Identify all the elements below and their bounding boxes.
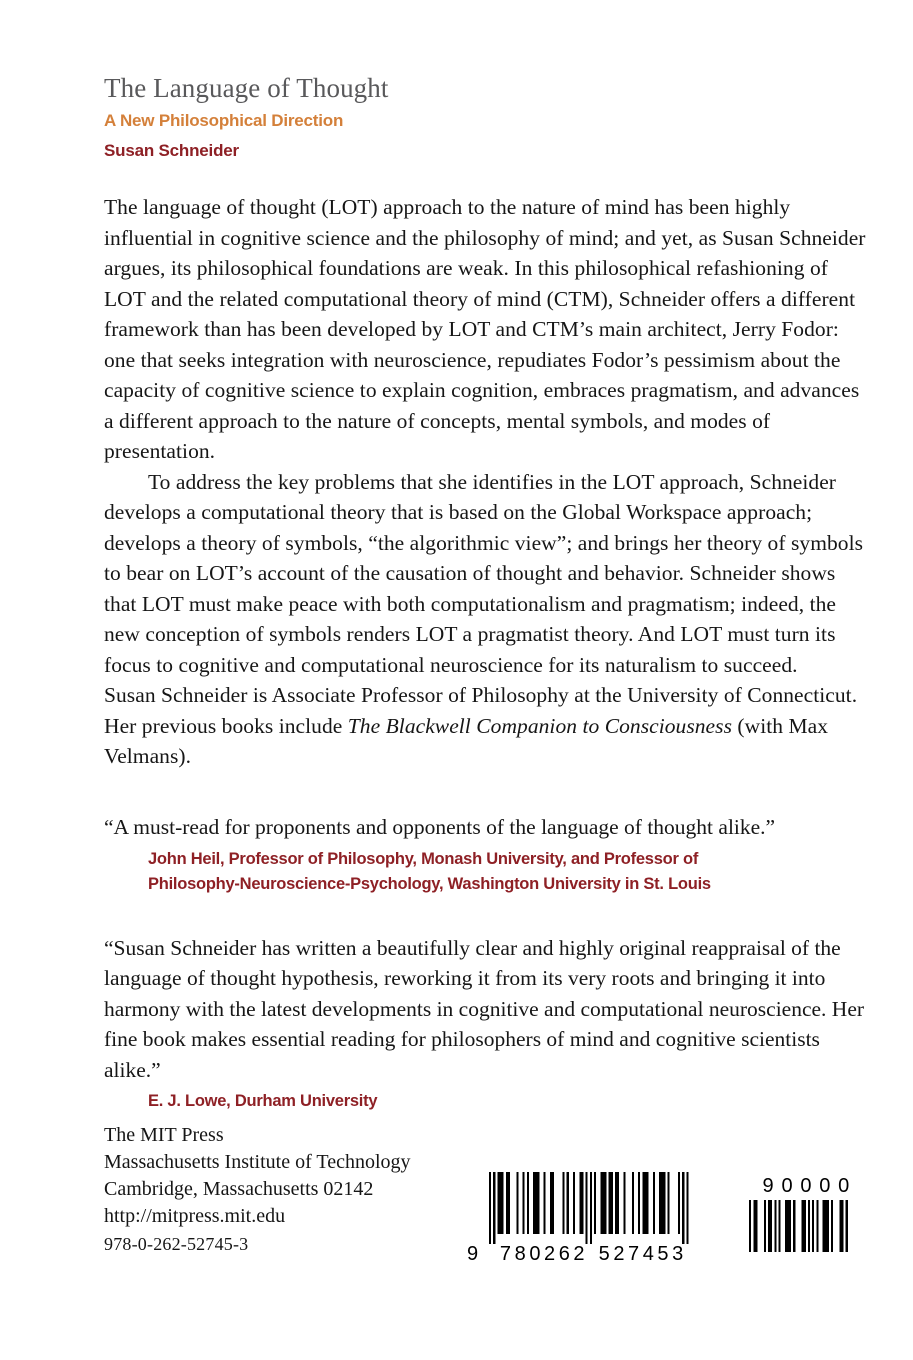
- publisher-url[interactable]: http://mitpress.mit.edu: [104, 1205, 286, 1227]
- barcode-zone: [463, 1160, 873, 1272]
- isbn-text: 978-0-262-52745-3: [104, 1234, 249, 1254]
- svg-text:0: 0: [529, 1243, 541, 1265]
- svg-text:2: 2: [613, 1243, 625, 1265]
- endorsement-1-attribution-line-2: Philosophy-Neuroscience-Psychology, Washington University in St. Louis: [148, 874, 711, 893]
- publisher-city: Cambridge, Massachusetts 02142: [104, 1178, 374, 1200]
- endorsement-1-attribution-line-1: John Heil, Professor of Philosophy, Monash University, and Professor of: [148, 849, 699, 868]
- svg-text:8: 8: [514, 1243, 526, 1265]
- cover-header: [104, 72, 864, 163]
- endorsement-2-attribution-line-1: E. J. Lowe, Durham University: [148, 1092, 378, 1110]
- svg-text:7: 7: [499, 1243, 512, 1265]
- endorsement-1-quote: “A must-read for proponents and opponents of the language of thought alike.”: [104, 815, 776, 839]
- svg-text:4: 4: [642, 1243, 654, 1265]
- svg-text:9: 9: [467, 1243, 479, 1265]
- publisher-institution: Massachusetts Institute of Technology: [104, 1151, 411, 1173]
- svg-text:7: 7: [628, 1243, 640, 1265]
- svg-text:2: 2: [573, 1243, 585, 1265]
- ean5-addon-barcode: [741, 1160, 853, 1272]
- author-bio-text-after: (with Max Velmans).: [104, 713, 829, 768]
- book-author: Susan Schneider: [104, 141, 239, 160]
- svg-text:0: 0: [838, 1175, 853, 1197]
- svg-text:5: 5: [657, 1243, 669, 1265]
- author-bio-text-before: Susan Schneider is Associate Professor of Philosophy at the University of Connecticut. Her previous books include: [104, 683, 858, 738]
- svg-text:5: 5: [598, 1243, 610, 1265]
- publisher-name: The MIT Press: [104, 1124, 224, 1146]
- svg-text:3: 3: [672, 1243, 684, 1265]
- svg-text:6: 6: [558, 1243, 570, 1265]
- svg-text:9: 9: [762, 1175, 778, 1197]
- svg-text:0: 0: [819, 1175, 835, 1197]
- description-paragraph-1: The language of thought (LOT) approach to the nature of mind has been highly influential in cognitive science and the philosophy of mind; and yet, as Susan Schneider argues, its philosophical foundations are weak. In this philosophical refashioning of LOT and the related computational theory of mind (CTM), Schneider offers a different framework than has been developed by LOT and CTM’s main architect, Jerry Fodor: one that seeks integration with neuroscience, repudiates Fodor’s pessimism about the capacity of cognitive science to explain cognition, embraces pragmatism, and advances a different approach to the nature of concepts, mental symbols, and modes of presentation.: [104, 195, 866, 463]
- author-bio: [104, 680, 866, 772]
- endorsements-block: [104, 812, 866, 1114]
- svg-text:2: 2: [544, 1243, 556, 1265]
- endorsement-2: [104, 933, 866, 1115]
- svg-text:0: 0: [781, 1175, 797, 1197]
- description-block: [104, 192, 866, 772]
- book-subtitle: A New Philosophical Direction: [104, 111, 344, 130]
- endorsement-1: [104, 812, 866, 897]
- endorsement-2-quote: “Susan Schneider has written a beautifully clear and highly original reappraisal of the language of thought hypothesis, reworking it from its very roots and bringing it into harmony with the latest developments in cognitive and computational neuroscience. Her fine book makes essential reading for philosophers of mind and cognitive scientists alike.”: [104, 935, 865, 1082]
- author-bio-italic-title: The Blackwell Companion to Consciousness: [347, 713, 732, 738]
- book-title: The Language of Thought: [104, 73, 389, 103]
- svg-text:0: 0: [800, 1175, 816, 1197]
- ean13-barcode: [463, 1160, 721, 1272]
- description-paragraph-2: To address the key problems that she identifies in the LOT approach, Schneider develops a computational theory that is based on the Global Workspace approach; develops a theory of symbols, “the algorithmic view”; and brings her theory of symbols to bear on LOT’s account of the causation of thought and behavior. Schneider shows that LOT must make peace with both computationalism and pragmatism; indeed, the new conception of symbols renders LOT a pragmatist theory. And LOT must turn its focus to cognitive and computational neuroscience for its naturalism to succeed.: [104, 469, 864, 677]
